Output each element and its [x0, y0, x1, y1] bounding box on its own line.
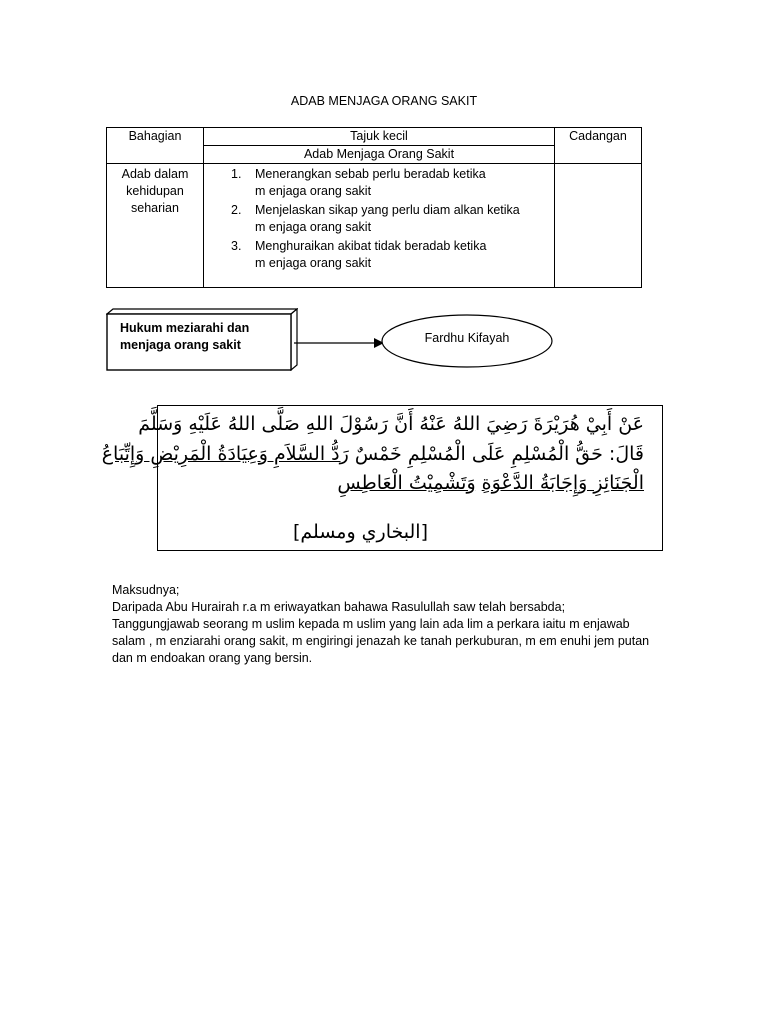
hadith-source: [البخاري ومسلم]: [292, 521, 428, 543]
box-label-line: Hukum meziarahi dan: [120, 321, 250, 335]
cadangan-cell: [555, 164, 642, 288]
meaning-line: salam , m enziarahi orang sakit, m engiringi jenazah ke tanah perkuburan, m em enuhi jem putan: [112, 634, 650, 648]
aim-text: Menerangkan sebab perlu beradab ketika: [255, 167, 486, 181]
hadith-line: [337, 472, 644, 494]
meaning-line: Tanggungjawab seorang m uslim kepada m uslim yang lain ada lim a perkara iaitu m enjawab: [112, 617, 630, 631]
subheader-topic: Adab Menjaga Orang Sakit: [204, 146, 555, 164]
arrow-icon: [294, 334, 386, 350]
meaning-section: [112, 582, 672, 667]
aim-item: [204, 202, 554, 236]
meaning-line: dan m endoakan orang yang bersin.: [112, 651, 313, 665]
hadith-segment-underlined: الْجَنَائِزِ وَإِجَابَةُ الدَّعْوَةِ: [481, 472, 644, 494]
aim-text: Menjelaskan sikap yang perlu diam alkan ketika: [255, 203, 520, 217]
aim-number: 1.: [231, 167, 242, 181]
hukum-box: [106, 308, 298, 371]
header-bahagian: Bahagian: [107, 128, 204, 164]
aim-text: m enjaga orang sakit: [255, 184, 372, 198]
hadith-line: [102, 443, 644, 465]
hadith-segment: قَالَ: حَقُّ الْمُسْلِمِ عَلَى الْمُسْلِمِ خَمْسٌ: [354, 443, 644, 465]
header-cadangan: Cadangan: [555, 128, 642, 164]
hadith-box: [101, 405, 663, 551]
aim-text: Menghuraikan akibat tidak beradab ketika: [255, 239, 487, 253]
meaning-line: Daripada Abu Hurairah r.a m eriwayatkan bahawa Rasulullah saw telah bersabda;: [112, 600, 566, 614]
aim-item: [204, 238, 554, 272]
hadith-segment-underlined: وَتَشْمِيْتُ الْعَاطِسِ: [337, 472, 476, 494]
section-line: kehidupan: [126, 184, 184, 198]
ellipse-label: Fardhu Kifayah: [424, 331, 510, 345]
header-tajuk-kecil: Tajuk kecil: [204, 128, 555, 146]
section-cell: [107, 164, 204, 288]
section-line: seharian: [131, 201, 179, 215]
aim-number: 2.: [231, 203, 242, 217]
box-label: [120, 320, 249, 354]
aim-text: m enjaga orang sakit: [255, 220, 372, 234]
meaning-label: Maksudnya;: [112, 583, 180, 597]
aims-list: [204, 166, 554, 272]
aim-item: [204, 166, 554, 200]
aim-number: 3.: [231, 239, 242, 253]
section-line: Adab dalam: [121, 167, 189, 181]
box-label-line: menjaga orang sakit: [120, 338, 241, 352]
hadith-line: عَنْ أَبِيْ هُرَيْرَةَ رَضِيَ اللهُ عَنْهُ أَنَّ رَسُوْلَ اللهِ صَلَّى اللهُ عَلَيْهِ وَسَلَّمَ: [138, 413, 644, 435]
aims-cell: [204, 164, 555, 288]
fardhu-ellipse: [380, 313, 554, 369]
page-title: ADAB MENJAGA ORANG SAKIT: [290, 94, 478, 108]
aim-text: m enjaga orang sakit: [255, 256, 372, 270]
hadith-segment-underlined: رَدُّ السَّلاَمِ وَعِيَادَةُ الْمَرِيْضِ وَإِتِّبَاعُ: [101, 443, 349, 465]
lesson-table: [106, 127, 642, 288]
